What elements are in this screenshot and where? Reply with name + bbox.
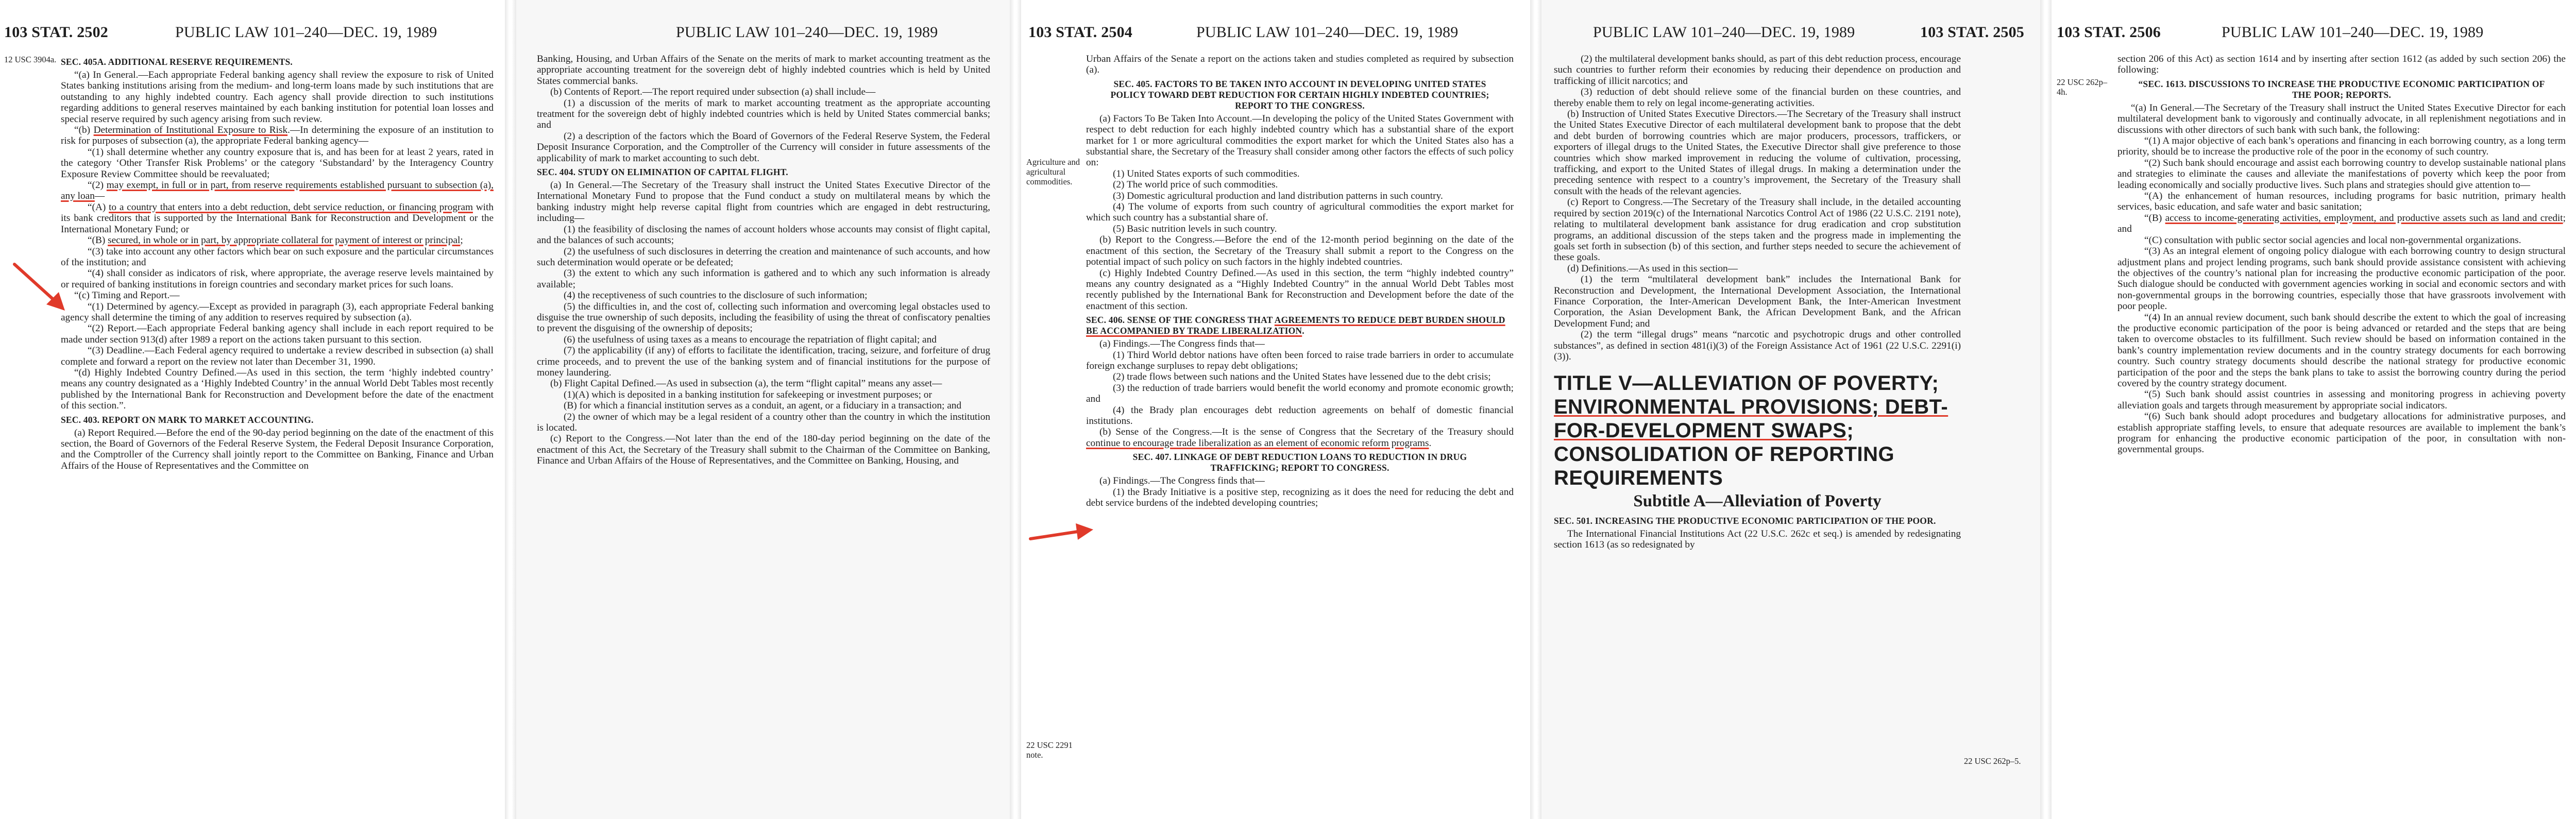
- page-gutter: [1530, 0, 1541, 819]
- page-number: 103 STAT. 2505: [1920, 24, 2024, 41]
- paragraph: (3) the extent to which any such information is gathered and to which any such information is already available;: [537, 268, 990, 290]
- paragraph: “(c) Timing and Report.—: [74, 290, 180, 301]
- paragraph: “(2) Report.—Each appropriate Federal banking agency shall include in each report required to be made under section 913(d) after 1989 a report on the actions taken pursuant to this section.: [61, 323, 494, 345]
- paragraph: “(6) Such bank should adopt procedures and budgetary allocations for administrative purposes, and establish appropriate staffing levels, to ensure that adequate resources are available to implement the bank’s program for enhancing the productive economic participation of the poor, in consultation with non-governmental groups.: [2117, 411, 2566, 455]
- page-number: 103 STAT. 2506: [2057, 24, 2161, 41]
- paragraph: “(5) Such bank should assist countries in assessing and monitoring progress in achieving poverty alleviation goals and targets through measurement by appropriate social indicators.: [2117, 389, 2566, 411]
- paragraph: “(C) consultation with public sector social agencies and local non-governmental organizations.: [2144, 234, 2521, 246]
- paragraph: (a) Findings.—The Congress finds that—: [1099, 338, 1265, 350]
- red-underline-highlight: access to income-generating activities, employment, and productive assets such as land and credit: [2165, 212, 2563, 224]
- paragraph: (2) trade flows between such nations and the United States have lessened due to the debt crisis;: [1113, 371, 1491, 383]
- paragraph: (a) Report Required.—Before the end of the 90-day period beginning on the date of the enactment of this section, the Board of Governors of the Federal Reserve System, the Federal Deposit Insurance Corporation, and the Comptroller of the Currency shall jointly report to the Committee on Banking, Finance and Urban Affairs of the House of Representatives and the Committee on: [61, 427, 494, 471]
- page-body: [2117, 54, 2566, 455]
- paragraph: (1) United States exports of such commodities.: [1113, 168, 1300, 179]
- red-underline-highlight: secured, in whole or in part, by appropriate collateral for payment of interest or principal: [108, 235, 461, 246]
- margin-citation: 22 USC 262p–4h.: [2057, 77, 2108, 97]
- page-body: [1086, 54, 1514, 508]
- page-2502: [0, 0, 505, 819]
- paragraph: (B) for which a financial institution serves as a conduit, an agent, or a fiduciary in a transaction; and: [564, 400, 962, 412]
- paragraph: (b) Report to the Congress.—Before the end of the 12-month period beginning on the date of the enactment of this section, the Secretary of the Treasury shall submit a report to the Congress on the potential impact of such policy on such factors in the highly indebted countries.: [1086, 234, 1514, 268]
- paragraph: (1) a discussion of the merits of mark to market accounting treatment as the appropriate accounting treatment for the sovereign debt of highly indebted countries which is held by United States commercial banks; and: [537, 97, 990, 131]
- section-heading: SEC. 407. LINKAGE OF DEBT REDUCTION LOANS TO REDUCTION IN DRUG TRAFFICKING; REPORT TO CONGRESS.: [1132, 452, 1467, 473]
- section-heading: SEC. 403. REPORT ON MARK TO MARKET ACCOUNTING.: [61, 414, 314, 425]
- running-header: PUBLIC LAW 101–240—DEC. 19, 1989: [175, 24, 437, 41]
- page-gutter: [2040, 0, 2052, 819]
- paragraph: “(4) In an annual review document, such bank should describe the extent to which the goal of increasing the productive economic participation of the poor is being advanced or retarded and the steps that are being taken to overcome obstacles to its fulfillment. Such review should be based on information contained in the bank’s country implementation review documents and in the country strategy documents for each borrowing country. Such country strategy documents should describe the national strategy for productive economic participation of the poor and the steps the bank plans to take to assist the borrowing country during the period covered by the country strategy document.: [2117, 312, 2566, 389]
- red-underline-highlight: may exempt, in full or in part, from reserve requirements established pursuant to subsection (a), any loan: [61, 180, 494, 202]
- paragraph: (3) reduction of debt should relieve some of the financial burden on these countries, and thereby enable them to rely on legal income-generating activities.: [1554, 87, 1961, 109]
- page-2505: [1541, 0, 2040, 819]
- page-gutter: [1010, 0, 1021, 819]
- paragraph: (c) Highly Indebted Country Defined.—As used in this section, the term “highly indebted country” means any country designated as a “Highly Indebted Country” in the annual World Debt Tables most recently published by the International Bank for Reconstruction and Development before the date of the enactment of this section.: [1086, 267, 1514, 312]
- paragraph: (3) the reduction of trade barriers would benefit the world economy and promote economic growth; and: [1086, 382, 1514, 405]
- paragraph: (c) Report to the Congress.—Not later than the end of the 180-day period beginning on the date of the enactment of this Act, the Secretary of the Treasury shall submit to the Chairman of the Committee on Banking, Finance and Urban Affairs of the House of Representatives, and the Committee on Banking, Housing, and: [537, 433, 990, 467]
- page-number: 103 STAT. 2502: [4, 24, 108, 41]
- section-heading: SEC. 406. SENSE OF THE CONGRESS THAT AGREEMENTS TO REDUCE DEBT BURDEN SHOULD BE ACCOMPANIED BY TRADE LIBERALIZATION.: [1086, 315, 1505, 336]
- section-heading: “SEC. 1613. DISCUSSIONS TO INCREASE THE PRODUCTIVE ECONOMIC PARTICIPATION OF THE POOR; REPORTS.: [2138, 78, 2545, 100]
- paragraph: “(3) take into account any other factors which bear on such exposure and the particular circumstances of the institution; and: [61, 246, 494, 268]
- red-arrow-icon: [10, 260, 72, 317]
- margin-citation: 22 USC 262p–5.: [1964, 756, 2021, 766]
- paragraph: (2) the usefulness of such disclosures in deterring the creation and maintenance of such accounts, and how such determination would operate or be defeated;: [537, 246, 990, 268]
- paragraph: “(B) access to income-generating activities, employment, and productive assets such as land and credit; and: [2117, 212, 2566, 235]
- paragraph: (2) The world price of such commodities.: [1113, 179, 1278, 191]
- paragraph: “(3) As an integral element of ongoing policy dialogue with each borrowing country to design structural adjustment plans and project lending programs, such bank should provide assistance consistent with achieving the objectives of the country’s national plan for increasing the productive economic participation of the poor. Such dialogue should be conducted with government agencies working in social and economic sectors and with non-governmental groups in the borrowing countries, especially those that have grassroots involvement with poor people.: [2117, 246, 2566, 312]
- paragraph: (d) Definitions.—As used in this section—: [1567, 263, 1738, 274]
- running-header: PUBLIC LAW 101–240—DEC. 19, 1989: [1593, 24, 1855, 41]
- page-2506: [2052, 0, 2576, 819]
- red-underline-highlight: to a country that enters into a debt reduction, debt service reduction, or financing program: [109, 201, 473, 213]
- paragraph: “(A) to a country that enters into a debt reduction, debt service reduction, or financing program with its bank creditors that is supported by the International Bank for Reconstruction and Development or the International Monetary Fund; or: [61, 201, 494, 235]
- page-body: [61, 54, 494, 471]
- running-header: PUBLIC LAW 101–240—DEC. 19, 1989: [1196, 24, 1459, 41]
- paragraph: (a) In General.—The Secretary of the Treasury shall instruct the United States Executive Director of the International Monetary Fund to propose that the Fund conduct a study on multilateral means by which the banking industry might help reverse capital flight from countries which are engaged in debt restructuring, including—: [537, 180, 990, 224]
- page-number: 103 STAT. 2504: [1028, 24, 1132, 41]
- paragraph: (4) the Brady plan encourages debt reduction agreements on behalf of domestic financial institutions.: [1086, 404, 1514, 426]
- paragraph: “(a) In General.—The Secretary of the Treasury shall instruct the United States Executive Director for each multilateral development bank to vigorously and continually advocate, in all replenishment negotiations and in discussions with other directors of such bank with such bank, the following:: [2117, 102, 2566, 135]
- paragraph: (2) the owner of which may be a legal resident of a country other than the country in which the institution is located.: [537, 411, 990, 433]
- paragraph: “(4) shall consider as indicators of risk, where appropriate, the average reserve levels maintained by or required of banking institutions in foreign countries and secondary market prices for such loans.: [61, 268, 494, 290]
- section-heading: SEC. 501. INCREASING THE PRODUCTIVE ECONOMIC PARTICIPATION OF THE POOR.: [1554, 515, 1936, 526]
- paragraph: The International Financial Institutions Act (22 U.S.C. 262c et seq.) is amended by redesignating section 1613 (as so redesignated by: [1554, 528, 1961, 551]
- paragraph: (b) Instruction of United States Executive Directors.—The Secretary of the Treasury shall instruct the United States Executive Director of each multilateral development bank to propose that the debt and debt burden of borrowing countries which are major producers, processors, traffickers, or exporters of illegal drugs to the United States, the Executive Director shall give preference to those countries which show marked improvement in reducing the volume of cultivation, processing, trafficking, and export to the United States of illegal drugs. In making a determination under the preceding sentence with respect to a country’s improvement, the Secretary of the Treasury shall consult with the heads of the relevant agencies.: [1554, 109, 1961, 197]
- page-gutter: [505, 0, 516, 819]
- paragraph: (a) Factors To Be Taken Into Account.—In developing the policy of the United States Government with respect to debt reduction for each highly indebted country which has a substantial share of the export market for 1 or more agricultural commodities the export market for which the United States also has a substantial share, the Secretary of the Treasury shall consider among other factors the effects of such policy on:: [1086, 113, 1514, 168]
- running-header: PUBLIC LAW 101–240—DEC. 19, 1989: [2222, 24, 2484, 41]
- paragraph: (1) Third World debtor nations have often been forced to raise trade barriers in order to accumulate foreign exchange surpluses to repay debt obligations;: [1086, 349, 1514, 371]
- paragraph: “(1) A major objective of each bank’s operations and financing in each borrowing country, as a long term priority, should be to increase the productive role of the poor in the economy of such country.: [2117, 135, 2566, 158]
- page-body: [1554, 54, 1961, 551]
- paragraph: (1) the Brady Initiative is a positive step, recognizing as it does the need for reducing the debt and debt service burdens of the indebted developing countries;: [1086, 486, 1514, 508]
- paragraph: (5) the difficulties in, and the cost of, collecting such information and overcoming legal obstacles used to disguise the true ownership of such deposits, including the feasibility of using the threat of confiscatory penalties to prevent the disguising of the ownership of deposits;: [537, 301, 990, 334]
- paragraph: “(A) the enhancement of human resources, including programs for basic nutrition, primary health services, basic education, and safe water and basic sanitation;: [2117, 191, 2566, 213]
- paragraph: “(a) In General.—Each appropriate Federal banking agency shall review the exposure to risk of United States banking institutions arising from the medium- and long-term loans made by such institutions that are outstanding to any highly indebted country. Each agency shall provide direction to such institutions regarding additions to general reserves maintained by each banking institution for potential loan losses and special reserve required by such agency arising from such review.: [61, 70, 494, 125]
- paragraph: (a) Findings.—The Congress finds that—: [1099, 475, 1265, 487]
- paragraph: (4) the receptiveness of such countries to the disclosure of such information;: [564, 290, 868, 301]
- page-2503: [516, 0, 1010, 819]
- paragraph: (1)(A) which is deposited in a banking institution for safekeeping or investment purposes; or: [564, 389, 932, 400]
- running-header: PUBLIC LAW 101–240—DEC. 19, 1989: [676, 24, 938, 41]
- red-arrow-icon: [1026, 515, 1098, 551]
- paragraph: (5) Basic nutrition levels in such country.: [1113, 223, 1277, 234]
- title-heading: TITLE V—ALLEVIATION OF POVERTY; ENVIRONMENTAL PROVISIONS; DEBT-FOR-DEVELOPMENT SWAPS; CONSOLIDATION OF REPORTING REQUIREMENTS: [1554, 372, 1948, 490]
- paragraph: (6) the usefulness of using taxes as a means to encourage the repatriation of flight capital; and: [564, 334, 937, 345]
- paragraph: Urban Affairs of the Senate a report on the actions taken and studies completed as required by subsection (a).: [1086, 54, 1514, 76]
- margin-citation: 12 USC 3904a.: [4, 55, 57, 64]
- paragraph: “(2) Such bank should encourage and assist each borrowing country to develop sustainable national plans and strategies to eliminate the causes and alleviate the manifestations of poverty which keep the poor from leading economically and socially productive lives. Such plans and strategies should give attention to—: [2117, 157, 2566, 191]
- red-underline-highlight: ENVIRONMENTAL PROVISIONS; DEBT-FOR-DEVELOPMENT SWAPS: [1554, 396, 1948, 442]
- page-body: [537, 54, 990, 467]
- margin-citation: Agriculture and agricultural commodities.: [1026, 157, 1080, 186]
- paragraph: “(1) shall determine whether any country exposure that is, and has been for at least 2 years, rated in the category ‘Other Transfer Risk Problems’ or the category ‘Substandard’ by the Interagency Country Exposure Review Committee should be reevaluated;: [61, 146, 494, 180]
- paragraph: section 206 of this Act) as section 1614 and by inserting after section 1612 (as added by such section 206) the following:: [2117, 54, 2566, 76]
- section-heading: SEC. 405A. ADDITIONAL RESERVE REQUIREMENTS.: [61, 57, 293, 67]
- paragraph: (7) the applicability (if any) of efforts to facilitate the identification, tracing, seizure, and forfeiture of drug crime proceeds, and to prevent the use of the banking system and of financial institutions for the purpose of money laundering.: [537, 345, 990, 378]
- subtitle-heading: Subtitle A—Alleviation of Poverty: [1633, 492, 1882, 511]
- paragraph: (1) the feasibility of disclosing the names of account holders whose accounts may consist of flight capital, and the balances of such accounts;: [537, 224, 990, 246]
- red-underline-highlight: Determination of Institutional Exposure to Risk: [93, 125, 288, 136]
- red-underline-highlight: AGREEMENTS TO REDUCE DEBT BURDEN SHOULD BE ACCOMPANIED BY TRADE LIBERALIZATION: [1086, 315, 1505, 336]
- paragraph: (2) the term “illegal drugs” means “narcotic and psychotropic drugs and other controlled substances”, as defined in section 481(i)(3) of the Foreign Assistance Act of 1961 (22 U.S.C. 2291(i)(3)).: [1554, 329, 1961, 362]
- red-underline-highlight: continue to encourage trade liberalization as an element of economic reform programs: [1086, 437, 1429, 449]
- paragraph: (2) the multilateral development banks should, as part of this debt reduction process, encourage such countries to further reform their economies by reducing their dependence on production and trafficking of illicit narcotics; and: [1554, 54, 1961, 87]
- margin-citation: 22 USC 2291 note.: [1026, 740, 1073, 760]
- paragraph: “(d) Highly Indebted Country Defined.—As used in this section, the term ‘highly indebted country’ means any country designated as a ‘Highly Indebted Country’ in the annual World Debt Tables most recently published by the International Bank for Reconstruction and Development before the date of the enactment of this section.”.: [61, 367, 494, 412]
- paragraph: Banking, Housing, and Urban Affairs of the Senate on the merits of mark to market accounting treatment as the appropriate accounting treatment for the sovereign debt of highly indebted countries which is held by United States commercial banks.: [537, 54, 990, 87]
- paragraph: (2) a description of the factors which the Board of Governors of the Federal Reserve System, the Federal Deposit Insurance Corporation, and the Comptroller of the Currency will consider in future assessments of the applicability of mark to market accounting to such debt.: [537, 130, 990, 164]
- paragraph: “(2) may exempt, in full or in part, from reserve requirements established pursuant to subsection (a), any loan—: [61, 180, 494, 202]
- paragraph: (b) Flight Capital Defined.—As used in subsection (a), the term “flight capital” means any asset—: [550, 378, 942, 389]
- paragraph: “(b) Determination of Institutional Exposure to Risk.—In determining the exposure of an institution to risk for purposes of subsection (a), the appropriate Federal banking agency—: [61, 125, 494, 147]
- paragraph: (1) the term “multilateral development bank” includes the International Bank for Reconstruction and Development, the International Development Association, the International Finance Corporation, the Inter-American Development Bank, the Inter-American Investment Corporation, the Asian Development Bank, the African Development Bank, and the African Development Fund; and: [1554, 274, 1961, 329]
- paragraph: “(1) Determined by agency.—Except as provided in paragraph (3), each appropriate Federal banking agency shall determine the timing of any addition to reserves required by subsection (a).: [61, 301, 494, 323]
- paragraph: (b) Contents of Report.—The report required under subsection (a) shall include—: [550, 87, 876, 98]
- paragraph: “(3) Deadline.—Each Federal agency required to undertake a review described in subsection (a) shall complete and forward a report on the review not later than December 31, 1990.: [61, 345, 494, 367]
- paragraph: (4) The volume of exports from such country of agricultural commodities the export market for which such country has a substantial share of.: [1086, 201, 1514, 224]
- paragraph: (b) Sense of the Congress.—It is the sense of Congress that the Secretary of the Treasury should continue to encourage trade liberalization as an element of economic reform programs.: [1086, 426, 1514, 449]
- paragraph: (c) Report to Congress.—The Secretary of the Treasury shall include, in the detailed accounting required by section 2019(c) of the International Narcotics Control Act of 1986 (22 U.S.C. 2191 note), relating to multilateral development bank assistance for drug eradication and crop substitution programs, an additional discussion of the steps taken and the progress made in implementing the goals set forth in subsection (b) of this section, and further steps needed to secure the achievement of these goals.: [1554, 197, 1961, 263]
- paragraph: “(B) secured, in whole or in part, by appropriate collateral for payment of interest or principal;: [88, 235, 463, 246]
- section-heading: SEC. 404. STUDY ON ELIMINATION OF CAPITAL FLIGHT.: [537, 167, 788, 178]
- paragraph: (3) Domestic agricultural production and land distribution patterns in such country.: [1113, 190, 1443, 201]
- page-2504: [1021, 0, 1530, 819]
- section-heading: SEC. 405. FACTORS TO BE TAKEN INTO ACCOUNT IN DEVELOPING UNITED STATES POLICY TOWARD DEBT REDUCTION FOR CERTAIN HIGHLY INDEBTED COUNTRIES; REPORT TO THE CONGRESS.: [1110, 78, 1489, 111]
